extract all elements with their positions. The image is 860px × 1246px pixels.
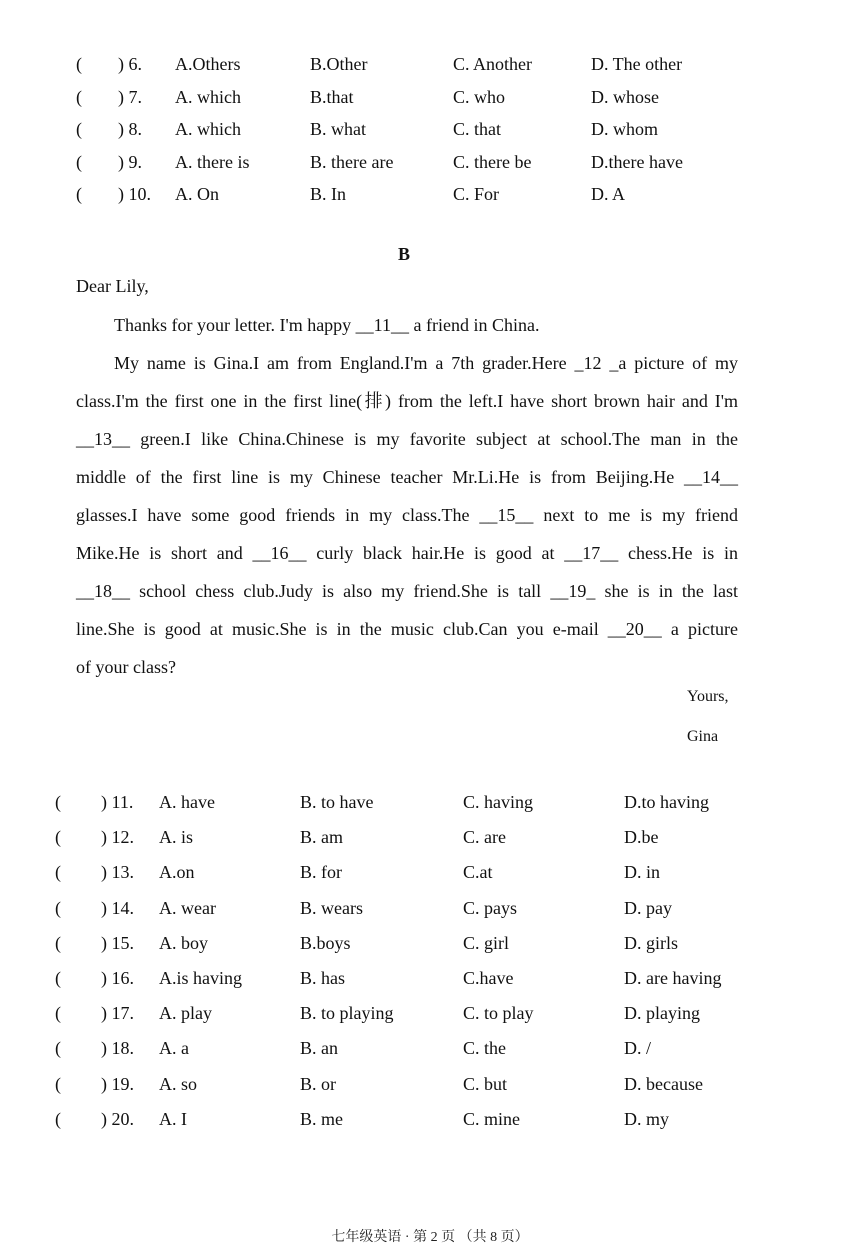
page-footer: 七年级英语 · 第 2 页 （共 8 页）: [331, 1230, 529, 1245]
option-a: A. play: [159, 1003, 212, 1024]
question-number: ) 12.: [101, 827, 134, 848]
option-b: B. am: [300, 827, 343, 848]
answer-paren: (: [76, 184, 82, 204]
question-number: ) 17.: [101, 1003, 134, 1024]
letter-line: of your class?: [76, 657, 176, 677]
option-c: C. to play: [463, 1003, 534, 1024]
option-b: B. what: [310, 119, 366, 139]
option-a: A. a: [159, 1038, 189, 1059]
option-b: B.Other: [310, 54, 368, 74]
answer-paren: (: [55, 932, 61, 953]
letter-paragraph-2: [76, 344, 738, 686]
option-a: A. there is: [175, 151, 250, 172]
letter-line: class.I'm the first one in the first line(排) from the left.I have short brown hair and I'm: [76, 391, 738, 411]
question-row: [0, 87, 860, 117]
letter-line: glasses.I have some good friends in my class.The __15__ next to me is my friend: [76, 505, 738, 525]
question-number: ) 19.: [101, 1073, 134, 1094]
option-c: C. that: [453, 119, 501, 139]
answer-paren: (: [76, 54, 82, 74]
answer-paren: (: [55, 792, 61, 812]
option-c: C. are: [463, 827, 506, 848]
option-b: B. me: [300, 1108, 343, 1129]
option-d: D. because: [624, 1073, 703, 1094]
option-d: D. playing: [624, 1003, 700, 1024]
question-row: [0, 1074, 860, 1104]
letter-line: __13__ green.I like China.Chinese is my favorite subject at school.The man in the: [76, 429, 738, 449]
answer-paren: (: [55, 862, 61, 883]
option-c: C.have: [463, 968, 514, 988]
option-a: A. which: [175, 86, 241, 107]
option-a: A. have: [159, 792, 215, 812]
option-b: B. In: [310, 184, 346, 204]
question-number: ) 6.: [118, 54, 142, 74]
option-a: A.Others: [175, 54, 241, 74]
answer-paren: (: [55, 1108, 61, 1129]
question-number: ) 16.: [101, 968, 134, 988]
option-d: D.there have: [591, 151, 683, 172]
option-d: D. A: [591, 184, 626, 204]
question-number: ) 9.: [118, 151, 142, 172]
option-c: C. mine: [463, 1108, 520, 1129]
question-number: ) 14.: [101, 897, 134, 918]
option-d: D.to having: [624, 792, 709, 812]
answer-paren: (: [55, 827, 61, 848]
letter-greeting: Dear Lily,: [76, 276, 149, 296]
option-c: C. there be: [453, 151, 532, 172]
option-a: A. which: [175, 119, 241, 139]
question-number: ) 13.: [101, 862, 134, 883]
option-d: D. girls: [624, 932, 678, 953]
option-c: C. pays: [463, 897, 517, 918]
question-row: [0, 862, 860, 892]
option-d: D. whose: [591, 86, 659, 107]
letter-signature: Gina: [687, 728, 719, 745]
option-b: B. there are: [310, 151, 394, 172]
answer-paren: (: [55, 1038, 61, 1059]
question-row: [0, 1038, 860, 1068]
letter-line: line.She is good at music.She is in the music club.Can you e-mail __20__ a picture: [76, 619, 738, 639]
option-b: B. for: [300, 862, 342, 883]
section-b-title: B: [398, 244, 411, 264]
answer-paren: (: [55, 1073, 61, 1094]
option-c: C. Another: [453, 54, 532, 74]
question-number: ) 15.: [101, 932, 134, 953]
question-row: [0, 1109, 860, 1139]
question-number: ) 10.: [118, 184, 151, 204]
letter-closing: Yours,: [687, 688, 729, 705]
option-d: D. my: [624, 1108, 669, 1129]
option-b: B. wears: [300, 897, 363, 918]
option-c: C. girl: [463, 932, 510, 953]
answer-paren: (: [55, 968, 61, 988]
question-number: ) 20.: [101, 1108, 134, 1129]
question-row: [0, 968, 860, 998]
option-d: D. /: [624, 1038, 651, 1059]
letter-line: middle of the first line is my Chinese teacher Mr.Li.He is from Beijing.He __14__: [76, 467, 738, 487]
question-row: [0, 1003, 860, 1033]
answer-paren: (: [76, 151, 82, 172]
question-number: ) 18.: [101, 1038, 134, 1059]
option-a: A.on: [159, 862, 195, 883]
answer-paren: (: [76, 119, 82, 139]
option-a: A. On: [175, 184, 219, 204]
option-b: B. has: [300, 968, 345, 988]
option-c: C. who: [453, 86, 506, 107]
option-c: C. For: [453, 184, 500, 204]
letter-line: Mike.He is short and __16__ curly black hair.He is good at __17__ chess.He is in: [76, 543, 738, 563]
question-row: [0, 792, 860, 822]
option-d: D. are having: [624, 968, 722, 988]
answer-paren: (: [55, 1003, 61, 1024]
option-a: A. is: [159, 827, 194, 848]
option-c: C. having: [463, 792, 533, 812]
option-b: B. to have: [300, 792, 374, 812]
question-row: [0, 152, 860, 182]
option-d: D. pay: [624, 897, 672, 918]
option-a: A. I: [159, 1108, 187, 1129]
option-c: C. the: [463, 1038, 506, 1059]
option-b: B.that: [310, 86, 354, 107]
question-row: [0, 184, 860, 214]
option-d: D. in: [624, 862, 660, 883]
answer-paren: (: [76, 86, 82, 107]
question-row: [0, 54, 860, 84]
option-d: D. whom: [591, 119, 658, 139]
letter-line: My name is Gina.I am from England.I'm a 7th grader.Here _12 _a picture of my: [114, 353, 738, 373]
letter-paragraph-1: Thanks for your letter. I'm happy __11__ a friend in China.: [114, 315, 540, 335]
option-b: B. an: [300, 1038, 338, 1059]
option-c: C.at: [463, 862, 493, 883]
question-number: ) 8.: [118, 119, 142, 139]
question-number: ) 11.: [101, 792, 134, 812]
option-a: A. boy: [159, 932, 208, 953]
option-c: C. but: [463, 1073, 508, 1094]
question-row: [0, 898, 860, 928]
option-a: A. wear: [159, 897, 216, 918]
option-d: D. The other: [591, 54, 683, 74]
option-b: B.boys: [300, 932, 351, 953]
option-a: A.is having: [159, 968, 242, 988]
option-b: B. to playing: [300, 1003, 394, 1024]
question-row: [0, 827, 860, 857]
option-d: D.be: [624, 827, 659, 848]
option-b: B. or: [300, 1073, 336, 1094]
question-row: [0, 119, 860, 149]
question-number: ) 7.: [118, 86, 142, 107]
letter-line: __18__ school chess club.Judy is also my friend.She is tall __19_ she is in the last: [76, 581, 738, 601]
answer-paren: (: [55, 897, 61, 918]
question-row: [0, 933, 860, 963]
option-a: A. so: [159, 1073, 198, 1094]
